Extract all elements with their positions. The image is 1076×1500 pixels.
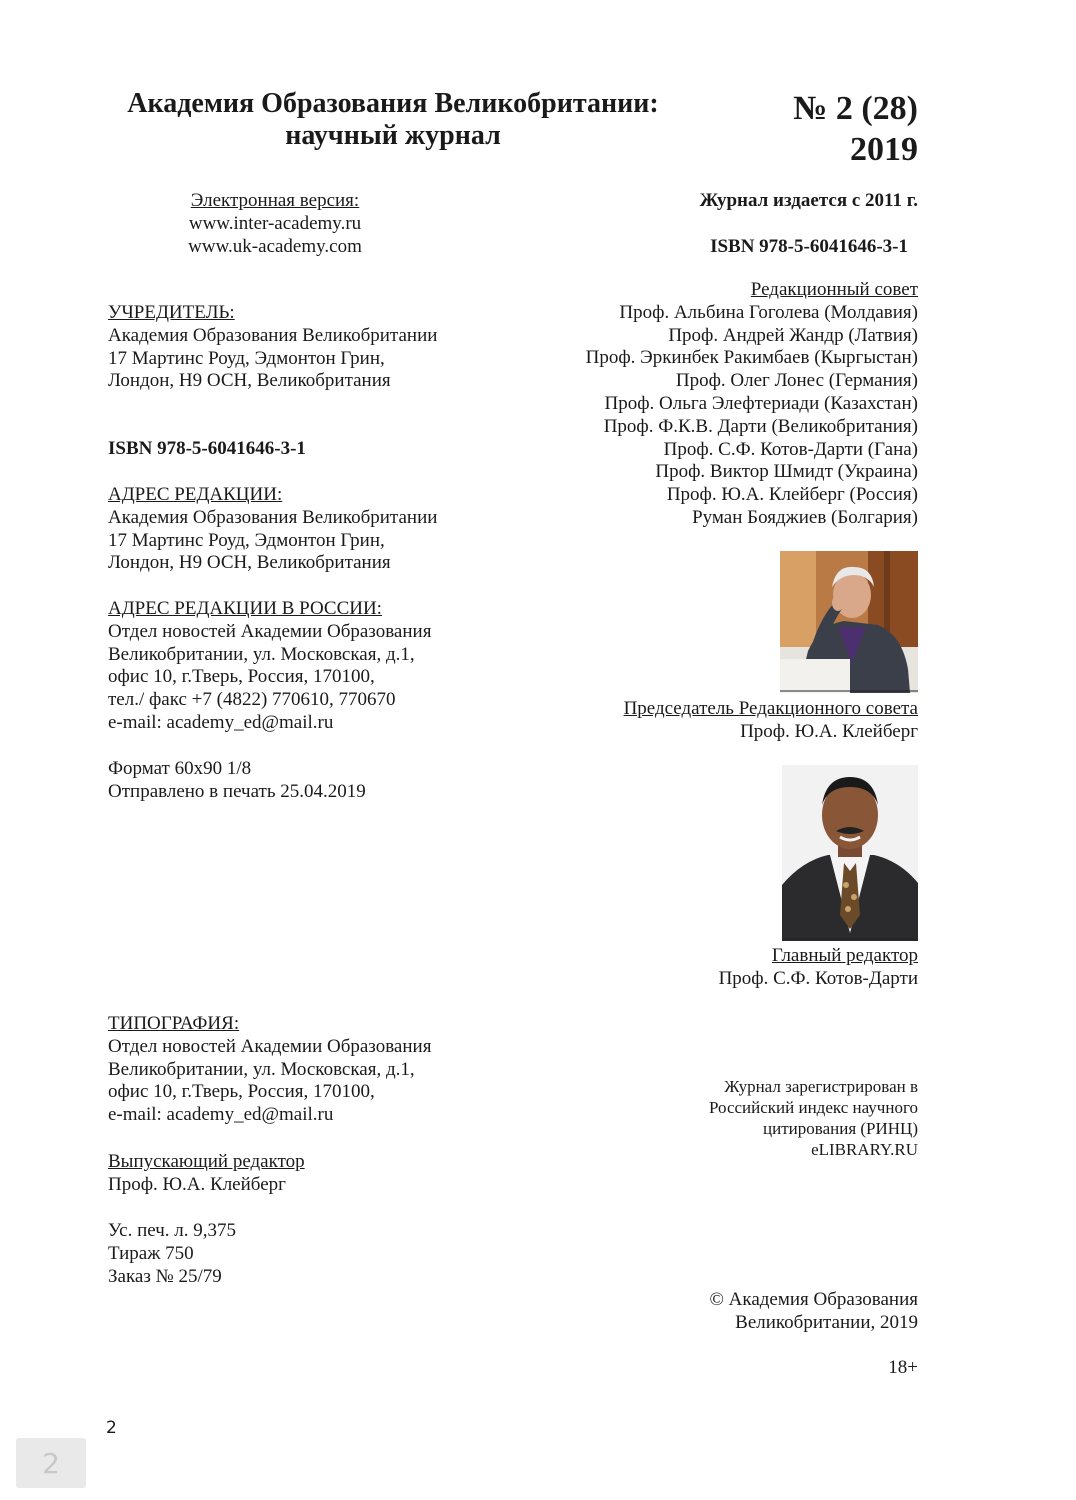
registration-link[interactable]: eLIBRARY.RU — [811, 1140, 918, 1159]
printing-line: Отдел новостей Академии Образования — [108, 1035, 432, 1057]
page-number: 2 — [106, 1418, 117, 1438]
registration-line: цитирования (РИНЦ) — [763, 1119, 918, 1138]
chief-editor-name: Проф. С.Ф. Котов-Дарти — [718, 967, 918, 989]
editorial-address-line: Академия Образования Великобритании — [108, 506, 438, 528]
russia-address-section — [108, 598, 431, 735]
board-member: Проф. Ю.А. Клейберг (Россия) — [666, 484, 918, 506]
founder-line: Академия Образования Великобритании — [108, 324, 438, 346]
board-member: Руман Бояджиев (Болгария) — [692, 506, 918, 528]
board-member: Проф. Эркинбек Ракимбаев (Кыргыстан) — [585, 347, 918, 369]
board-member: Проф. Ф.К.В. Дарти (Великобритания) — [603, 415, 918, 437]
russia-address-email[interactable]: e-mail: academy_ed@mail.ru — [108, 711, 334, 733]
issue-number: № 2 (28) — [793, 90, 918, 127]
board-member: Проф. Олег Лонес (Германия) — [675, 370, 918, 392]
board-member: Проф. Андрей Жандр (Латвия) — [668, 324, 918, 346]
issue-block — [793, 88, 918, 170]
format-section — [108, 758, 366, 804]
print-circulation: Тираж 750 — [108, 1242, 194, 1264]
copyright-line-1: © Академия Образования — [709, 1289, 918, 1310]
format-size: Формат 60x90 1/8 — [108, 758, 252, 779]
editorial-board — [586, 279, 918, 530]
russia-address-line: Великобритании, ул. Московская, д.1, — [108, 643, 415, 665]
board-member: Проф. Ольга Элефтериади (Казахстан) — [604, 392, 918, 414]
chief-editor-photo — [782, 765, 918, 941]
printing-label: ТИПОГРАФИЯ: — [108, 1013, 240, 1034]
issuing-editor-label: Выпускающий редактор — [108, 1151, 305, 1172]
issuing-editor-section — [108, 1151, 305, 1197]
website-link-2[interactable]: www.uk-academy.com — [188, 235, 362, 257]
registration-line: Российский индекс научного — [709, 1098, 918, 1117]
printing-section — [108, 1013, 431, 1127]
founder-label: УЧРЕДИТЕЛЬ: — [108, 302, 235, 323]
russia-address-phone: тел./ факс +7 (4822) 770610, 770670 — [108, 689, 396, 711]
published-since: Журнал издается с 2011 г. — [699, 190, 918, 211]
title-line-1: Академия Образования Великобритании: — [127, 88, 659, 119]
board-label: Редакционный совет — [750, 279, 918, 300]
chairman-caption — [624, 698, 918, 744]
print-stats — [108, 1220, 236, 1288]
board-member: Проф. Виктор Шмидт (Украина) — [655, 461, 918, 483]
chief-editor-label: Главный редактор — [771, 945, 918, 966]
print-sheets: Ус. печ. л. 9,375 — [108, 1220, 237, 1241]
founder-line: Лондон, Н9 ОСН, Великобритания — [108, 370, 391, 392]
founder-section — [108, 302, 437, 393]
editorial-address-line: 17 Мартинс Роуд, Эдмонтон Грин, — [108, 529, 385, 551]
copyright — [709, 1289, 918, 1335]
chairman-label: Председатель Редакционного совета — [623, 698, 918, 719]
chairman-name: Проф. Ю.А. Клейберг — [740, 720, 918, 742]
title-line-2: научный журнал — [285, 120, 501, 151]
printing-line: Великобритании, ул. Московская, д.1, — [108, 1058, 415, 1080]
chairman-photo-image — [780, 551, 918, 693]
russia-address-line: офис 10, г.Тверь, Россия, 170100, — [108, 666, 375, 688]
registration-line: Журнал зарегистрирован в — [724, 1077, 918, 1096]
board-member: Проф. Альбина Гоголева (Молдавия) — [619, 301, 918, 323]
issue-year: 2019 — [850, 131, 918, 168]
editorial-address-line: Лондон, Н9 ОСН, Великобритания — [108, 552, 391, 574]
founder-line: 17 Мартинс Роуд, Эдмонтон Грин, — [108, 347, 385, 369]
chairman-photo — [780, 551, 918, 693]
chief-editor-photo-image — [782, 765, 918, 941]
journal-title — [108, 88, 678, 152]
copyright-line-2: Великобритании, 2019 — [735, 1311, 918, 1333]
print-order: Заказ № 25/79 — [108, 1265, 222, 1287]
registration-note — [709, 1076, 918, 1160]
editorial-address-label: АДРЕС РЕДАКЦИИ: — [108, 484, 283, 505]
isbn-right: ISBN 978-5-6041646-3-1 — [710, 236, 908, 257]
print-date: Отправлено в печать 25.04.2019 — [108, 780, 366, 802]
editorial-address-section — [108, 484, 437, 575]
board-member: Проф. С.Ф. Котов-Дарти (Гана) — [663, 438, 918, 460]
isbn-left: ISBN 978-5-6041646-3-1 — [108, 438, 306, 459]
electronic-label: Электронная версия: — [190, 190, 360, 211]
issuing-editor-name: Проф. Ю.А. Клейберг — [108, 1173, 286, 1195]
chief-editor-caption — [719, 945, 918, 991]
age-rating: 18+ — [888, 1357, 918, 1378]
russia-address-label: АДРЕС РЕДАКЦИИ В РОССИИ: — [108, 598, 382, 619]
printing-email[interactable]: e-mail: academy_ed@mail.ru — [108, 1104, 334, 1126]
page-thumbnail-button[interactable]: 2 — [16, 1438, 86, 1488]
russia-address-line: Отдел новостей Академии Образования — [108, 620, 432, 642]
electronic-version — [160, 190, 390, 258]
website-link-1[interactable]: www.inter-academy.ru — [188, 212, 362, 234]
printing-line: офис 10, г.Тверь, Россия, 170100, — [108, 1081, 375, 1103]
